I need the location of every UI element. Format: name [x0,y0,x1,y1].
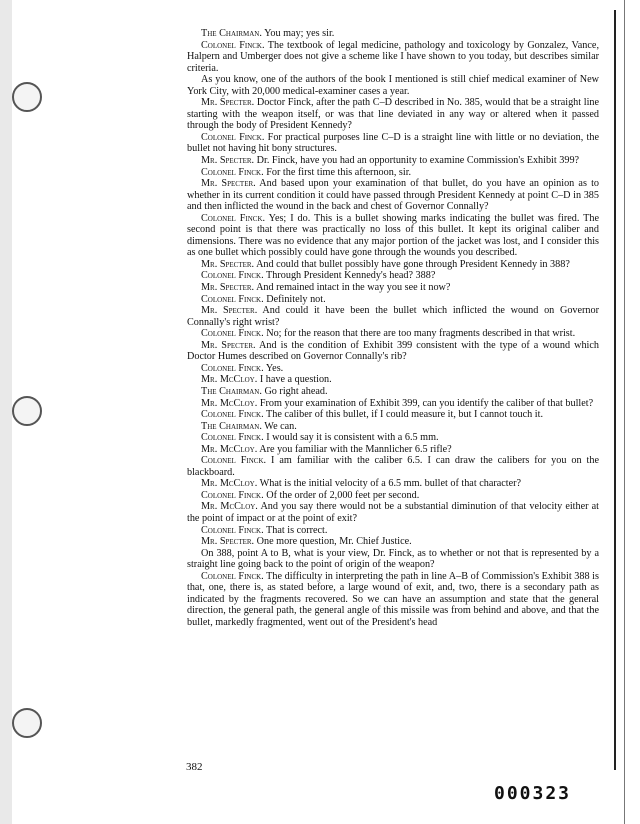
speaker-name: Colonel Finck. [201,524,264,536]
testimony-paragraph [187,132,599,155]
speech-text: You may; yes sir. [264,28,335,39]
testimony-paragraph [187,571,599,629]
speech-text: I have a question. [259,374,332,386]
binder-hole-bottom [12,708,42,738]
testimony-paragraph [187,74,599,97]
speaker-name: Mr. Specter. [201,305,258,317]
speaker-name: Mr. McCloy. [201,443,258,455]
testimony-paragraph [187,501,599,524]
speech-text: Doctor Finck, after the path C–D described in No. 385, would that be a straight line starting with the weapon itself, or was that line deviated in any way or altered when it passed through the body of President Kennedy? [187,97,600,132]
testimony-paragraph [187,328,599,340]
testimony-paragraph [187,213,599,259]
testimony-paragraph [187,282,599,294]
speaker-name: Colonel Finck. [201,328,264,340]
speech-text: From your examination of Exhibit 399, can you identify the caliber of that bullet? [259,397,594,409]
speaker-name: Colonel Finck. [201,39,265,51]
testimony-paragraph [187,155,599,167]
page-edge [0,0,12,824]
testimony-paragraph [187,97,599,132]
speaker-name: Mr. Specter. [201,258,255,270]
speech-text: What is the initial velocity of a 6.5 mm. bullet of that character? [259,478,522,490]
testimony-paragraph [187,259,599,271]
speech-text: And is the condition of Exhibit 399 consistent with the type of a wound which Doctor Humes described on Governor Connally's rib? [187,339,599,363]
speech-text: And could it have been the bullet which inflicted the wound on Governor Connally's right wrist? [187,305,599,328]
testimony-paragraph [187,178,599,213]
speech-text: For practical purposes line C–D is a straight line with little or no deviation, the bullet not having hit bony structures. [187,131,599,155]
speaker-name: Mr. Specter. [201,155,255,167]
binder-hole-middle [12,396,42,426]
speaker-name: Mr. Specter. [201,282,255,294]
speaker-name: Mr. Specter. [201,97,255,109]
speaker-name: The Chairman. [201,420,262,432]
speech-text: And you say there would not be a substantial diminution of that velocity either at the point of impact or at the point of exit? [187,501,600,524]
speaker-name: Colonel Finck. [201,293,264,305]
testimony-paragraph [187,340,599,363]
testimony-paragraph [187,548,599,571]
scan-edge-line-outer [624,0,625,824]
document-number: 000323 [494,783,572,804]
testimony-paragraph [187,478,599,490]
speaker-name: Mr. McCloy. [201,397,258,409]
speech-text: Through President Kennedy's head? 388? [266,270,436,282]
testimony-paragraph [187,490,599,502]
testimony-paragraph [187,444,599,456]
testimony-paragraph [187,363,599,375]
testimony-paragraph [187,409,599,421]
speech-text: Definitely not. [266,293,326,305]
speech-text: One more question, Mr. Chief Justice. [256,536,412,548]
speech-text: Are you familiar with the Mannlicher 6.5 rifle? [259,443,452,455]
testimony-paragraph [187,398,599,410]
speaker-name: Colonel Finck. [201,166,264,178]
speaker-name: Colonel Finck. [201,570,264,582]
speech-text: The difficulty in interpreting the path in line A–B of Commission's Exhibit 388 is that, one, there is, as stated before, a large wound of exit, and, two, there is a secondary path as indicated by the fragments recovered. So we can have an assumption and state that the general direction, the general path, the general angle of this missile was from behind and above, and that the bullet, markedly fragmented, went out of the President's head [187,570,599,628]
speaker-name: The Chairman. [201,385,262,397]
testimony-paragraph [187,28,599,40]
speaker-name: Colonel Finck. [201,362,264,374]
speech-text: And remained intact in the way you see it now? [256,282,451,294]
speaker-name: Colonel Finck. [201,432,264,444]
speech-text: No; for the reason that there are too many fragments described in that wrist. [266,328,576,340]
speaker-name: Mr. McCloy. [201,374,258,386]
testimony-paragraph [187,167,599,179]
scan-edge-line [614,10,616,770]
speech-text: That is correct. [266,524,328,536]
testimony-paragraph [187,40,599,75]
speaker-name: Colonel Finck. [201,270,264,282]
testimony-paragraph [187,386,599,398]
testimony-paragraph [187,374,599,386]
speaker-name: Mr. Specter. [201,536,255,548]
testimony-paragraph [187,305,599,328]
speech-text: We can. [264,420,297,432]
speech-text: The caliber of this bullet, if I could measure it, but I cannot touch it. [266,409,544,421]
speaker-name: Colonel Finck. [201,409,264,421]
speaker-name: Colonel Finck. [201,212,266,224]
speech-text: On 388, point A to B, what is your view, Dr. Finck, as to whether or not that is represented by a straight line going back to the point of origin of the weapon? [187,547,599,571]
speech-text: The textbook of legal medicine, pathology and toxicology by Gonzalez, Vance, Halpern and Umberger does not give a scheme like I have shown to you today, but describes similar criteria. [187,39,599,74]
speaker-name: Mr. McCloy. [201,501,258,513]
testimony-paragraph [187,432,599,444]
speaker-name: Mr. Specter. [201,339,256,351]
speaker-name: Colonel Finck. [201,131,265,143]
testimony-paragraph [187,421,599,433]
speech-text: And could that bullet possibly have gone through President Kennedy in 388? [256,258,570,270]
speech-text: I am familiar with the caliber 6.5. I can draw the calibers for you on the blackboard. [187,455,599,478]
binder-hole-top [12,82,42,112]
speech-text: For the first time this afternoon, sir. [266,166,412,178]
speech-text: I would say it is consistent with a 6.5 mm. [266,432,439,444]
speaker-name: Mr. McCloy. [201,478,258,490]
speech-text: Of the order of 2,000 feet per second. [266,489,420,501]
speaker-name: Colonel Finck. [201,489,264,501]
testimony-text [187,28,599,628]
testimony-paragraph [187,525,599,537]
speech-text: Yes. [265,362,284,374]
speaker-name: The Chairman. [201,28,262,39]
speech-text: Go right ahead. [264,385,328,397]
testimony-paragraph [187,294,599,306]
page-number: 382 [186,761,203,773]
speech-text: As you know, one of the authors of the book I mentioned is still chief medical examiner of New York City, with 20,000 medical-examiner cases a year. [187,74,599,97]
testimony-paragraph [187,536,599,548]
speaker-name: Mr. Specter. [201,178,256,190]
speaker-name: Colonel Finck. [201,455,267,467]
speech-text: Dr. Finck, have you had an opportunity to examine Commission's Exhibit 399? [256,155,580,167]
testimony-paragraph [187,455,599,478]
speech-text: And based upon your examination of that bullet, do you have an opinion as to whether in its current condition it could have passed through President Kennedy at point C–D in 385 and then inflicted the wound in the back and chest of Governor Connally? [187,178,599,213]
testimony-paragraph [187,270,599,282]
speech-text: Yes; I do. This is a bullet showing marks indicating the bullet was fired. The second point is that there was practically no loss of this bullet. It kept its original caliber and dimensions. There was no evidence that any major portion of the jacket was lost, and I consider this as one bullet which possibly could have gone through the wounds you described. [187,212,599,259]
